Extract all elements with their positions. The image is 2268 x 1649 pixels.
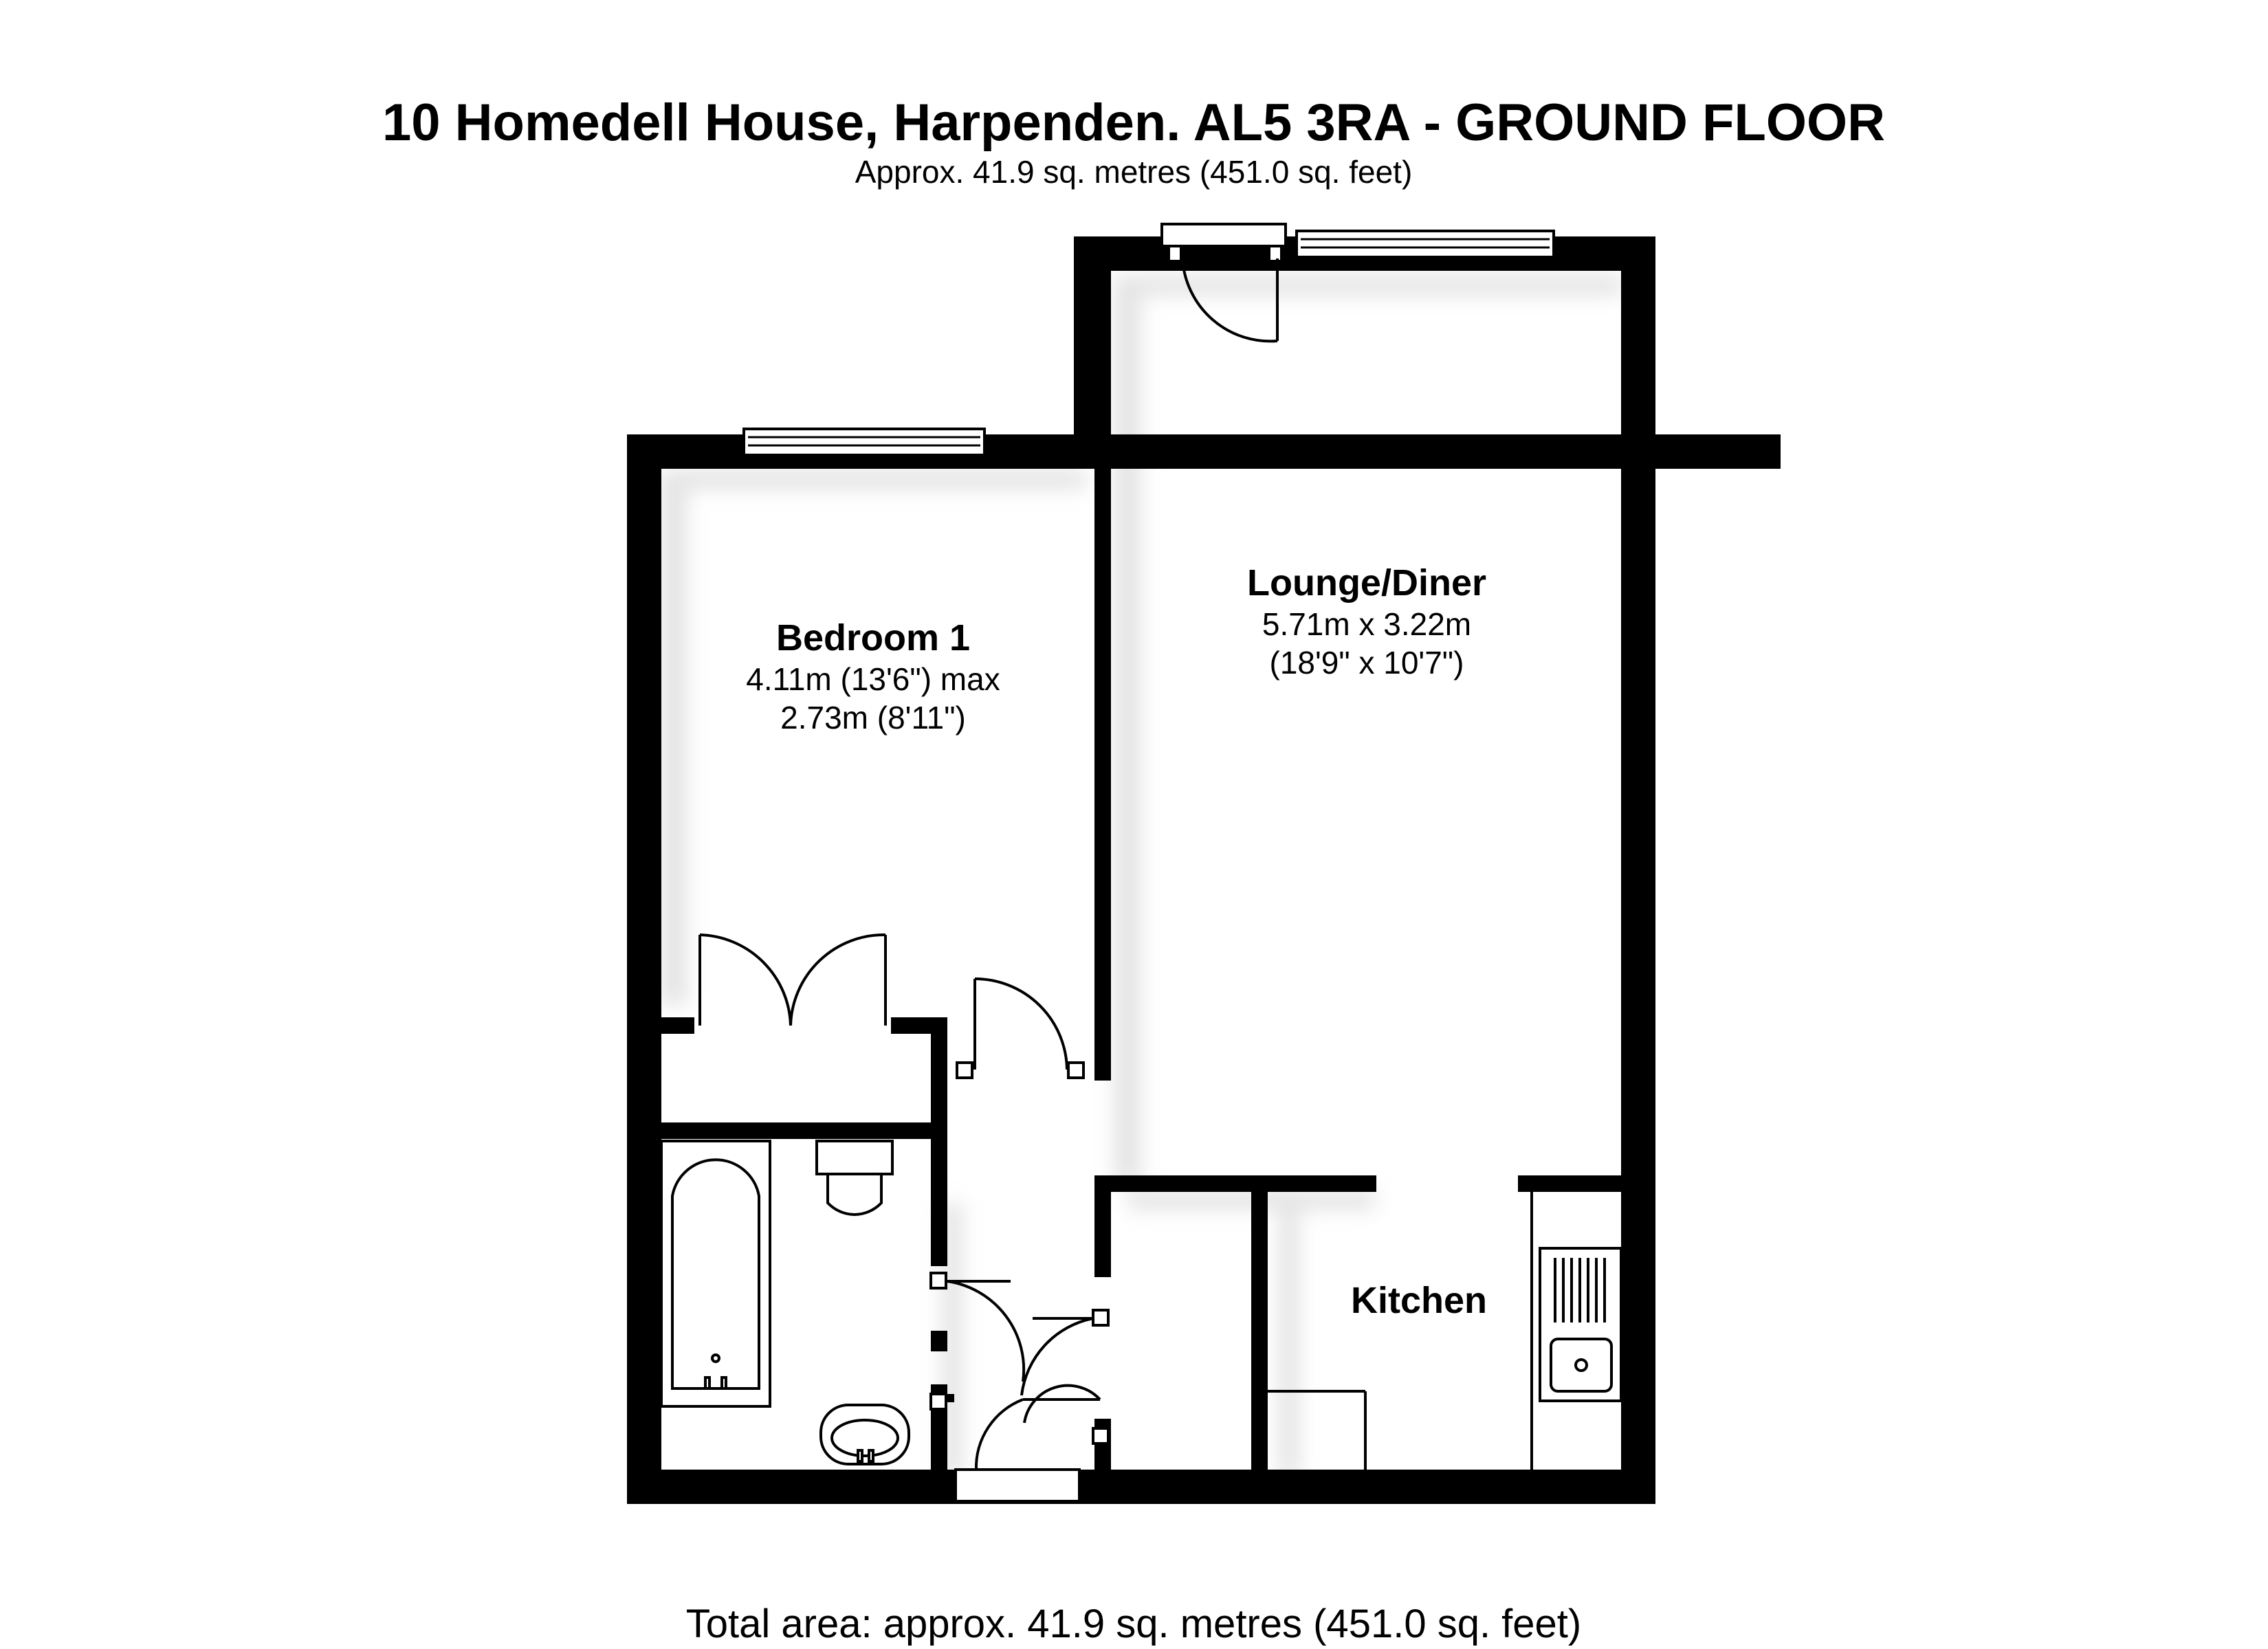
room-label-kitchen <box>1351 1280 1487 1321</box>
room-label-bedroom <box>746 617 1000 735</box>
lounge-dim-1: 5.71m x 3.22m <box>1262 606 1472 642</box>
bedroom-dim-2: 2.73m (8'11") <box>780 700 966 735</box>
bathroom-fixtures <box>661 1141 909 1464</box>
total-area: Total area: approx. 41.9 sq. metres (451.0 sq. feet) <box>685 1602 1582 1646</box>
lounge-dim-2: (18'9" x 10'7") <box>1269 645 1464 680</box>
bedroom-dim-1: 4.11m (13'6") max <box>746 661 1000 697</box>
kitchen-name: Kitchen <box>1350 1280 1488 1321</box>
bedroom-name: Bedroom 1 <box>775 617 971 659</box>
plan-title: 10 Homedell House, Harpenden. AL5 3RA - GROUND FLOOR <box>382 93 1886 152</box>
plan-subtitle: Approx. 41.9 sq. metres (451.0 sq. feet) <box>855 154 1413 190</box>
room-label-lounge <box>1247 562 1486 680</box>
toilet-icon <box>817 1141 892 1174</box>
lounge-name: Lounge/Diner <box>1247 562 1486 604</box>
drainer-lines <box>1555 1258 1605 1322</box>
kitchen-fixtures <box>1259 1192 1621 1470</box>
